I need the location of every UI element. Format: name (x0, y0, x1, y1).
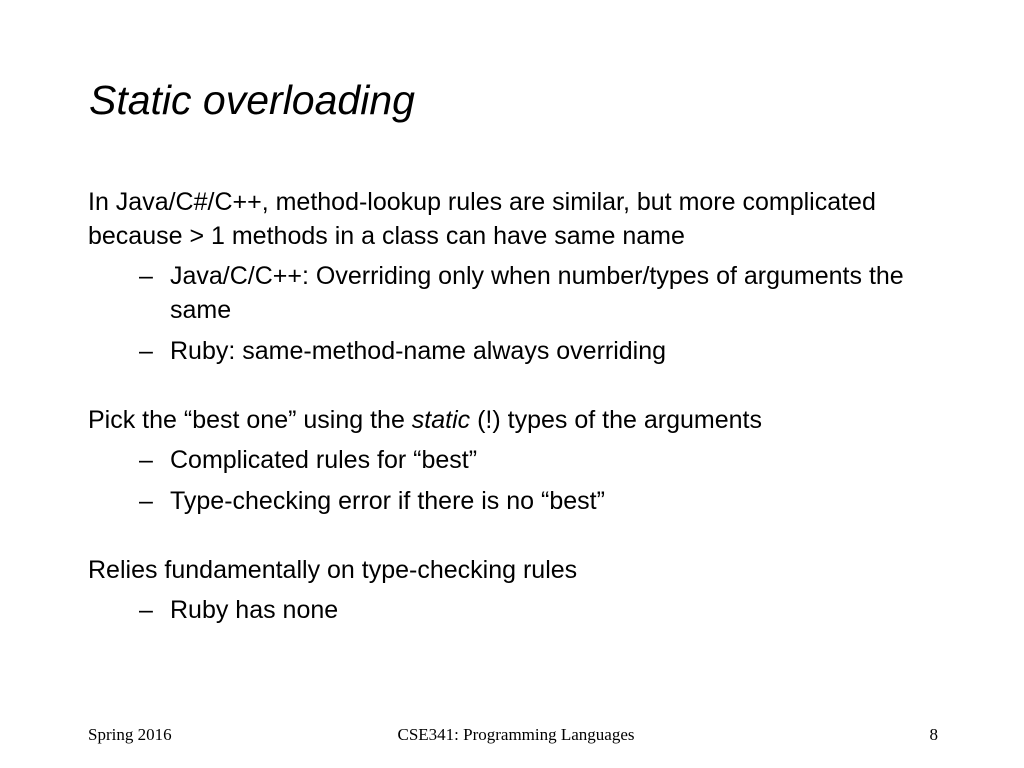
bullet-text-static-emphasis: static (411, 406, 471, 434)
sub-bullet-list (88, 443, 968, 518)
sub-bullet-ruby-has-none (88, 593, 968, 627)
dash-marker: – (139, 596, 153, 624)
dash-marker: – (139, 487, 153, 515)
bullet-method-lookup (88, 185, 968, 368)
footer-page-number: 8 (929, 725, 938, 744)
footer-course-title: CSE341: Programming Languages (397, 725, 635, 744)
sub-bullet-text: Ruby has none (170, 596, 339, 624)
bullet-pick-best (88, 403, 968, 518)
sub-bullet-text: Complicated rules for “best” (170, 446, 478, 474)
bullet-text (88, 403, 968, 437)
sub-bullet-java-overriding (88, 259, 968, 327)
bullet-text-before: Pick the “best one” using the (88, 406, 412, 434)
bullet-text-after: (!) types of the arguments (470, 406, 762, 434)
sub-bullet-type-checking-error (88, 484, 968, 518)
sub-bullet-list (88, 593, 968, 627)
sub-bullet-list (88, 259, 968, 368)
sub-bullet-complicated-rules (88, 443, 968, 477)
sub-bullet-text: Type-checking error if there is no “best” (170, 487, 605, 515)
sub-bullet-ruby-overriding (88, 334, 968, 368)
bullet-relies-on-type-checking (88, 553, 968, 627)
slide-body (88, 185, 968, 627)
footer-date: Spring 2016 (88, 725, 172, 744)
dash-marker: – (139, 337, 153, 365)
bullet-text: In Java/C#/C++, method-lookup rules are similar, but more complicated because > 1 methods in a class can have same name (88, 188, 876, 250)
sub-bullet-text: Java/C/C++: Overriding only when number/types of arguments the same (170, 262, 904, 324)
slide-title: Static overloading (89, 77, 415, 123)
dash-marker: – (139, 446, 153, 474)
bullet-text: Relies fundamentally on type-checking rules (88, 556, 578, 584)
sub-bullet-text: Ruby: same-method-name always overriding (170, 337, 667, 365)
dash-marker: – (139, 262, 153, 290)
